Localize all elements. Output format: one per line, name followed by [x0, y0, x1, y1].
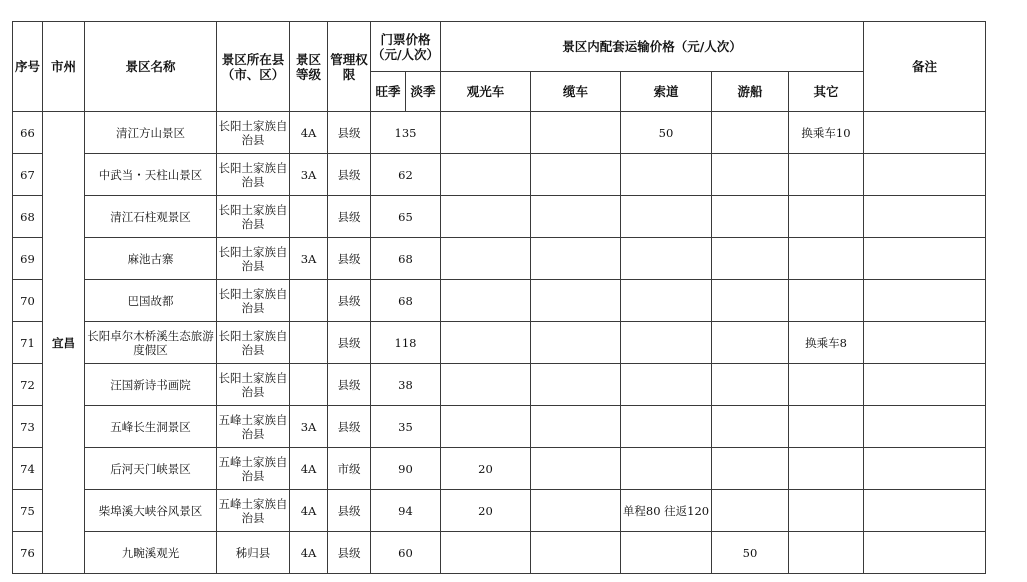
- header-cruise: 游船: [712, 72, 789, 112]
- cell-county: 五峰土家族自治县: [217, 448, 290, 490]
- table-row: [13, 238, 986, 280]
- table-row: [13, 448, 986, 490]
- cell-seq: 73: [13, 406, 43, 448]
- header-ropeway: 索道: [621, 72, 712, 112]
- cell-mgmt: 县级: [328, 280, 371, 322]
- cell-sightseeing: 20: [441, 448, 531, 490]
- cell-cruise: [712, 196, 789, 238]
- cell-county: 长阳土家族自治县: [217, 280, 290, 322]
- cell-seq: 72: [13, 364, 43, 406]
- cell-county: 长阳土家族自治县: [217, 364, 290, 406]
- cell-county: 五峰土家族自治县: [217, 490, 290, 532]
- cell-sightseeing: [441, 322, 531, 364]
- cell-ropeway: [621, 448, 712, 490]
- cell-cable-car: [531, 238, 621, 280]
- cell-sightseeing: [441, 280, 531, 322]
- cell-ticket: 38: [371, 364, 441, 406]
- cell-remark: [864, 238, 986, 280]
- cell-seq: 71: [13, 322, 43, 364]
- cell-remark: [864, 280, 986, 322]
- cell-ticket: 60: [371, 532, 441, 574]
- cell-mgmt: 县级: [328, 154, 371, 196]
- cell-name: 清江方山景区: [85, 112, 217, 154]
- cell-mgmt: 县级: [328, 406, 371, 448]
- cell-cable-car: [531, 406, 621, 448]
- cell-ticket: 135: [371, 112, 441, 154]
- cell-remark: [864, 406, 986, 448]
- table-row: [13, 322, 986, 364]
- cell-name: 麻池古寨: [85, 238, 217, 280]
- header-name: 景区名称: [85, 22, 217, 112]
- cell-ropeway: [621, 532, 712, 574]
- cell-remark: [864, 490, 986, 532]
- table-row: [13, 280, 986, 322]
- header-city: 市州: [43, 22, 85, 112]
- cell-name: 长阳卓尔木桥溪生态旅游度假区: [85, 322, 217, 364]
- table-row: [13, 406, 986, 448]
- cell-remark: [864, 196, 986, 238]
- cell-other: [789, 196, 864, 238]
- cell-ticket: 65: [371, 196, 441, 238]
- cell-level: [290, 322, 328, 364]
- cell-name: 后河天门峡景区: [85, 448, 217, 490]
- cell-other: [789, 490, 864, 532]
- cell-other: [789, 238, 864, 280]
- cell-cable-car: [531, 280, 621, 322]
- cell-other: [789, 154, 864, 196]
- table-row: [13, 196, 986, 238]
- cell-name: 柴埠溪大峡谷风景区: [85, 490, 217, 532]
- cell-ticket: 118: [371, 322, 441, 364]
- cell-level: 4A: [290, 448, 328, 490]
- cell-mgmt: 县级: [328, 196, 371, 238]
- cell-cruise: [712, 448, 789, 490]
- cell-ticket: 68: [371, 238, 441, 280]
- cell-seq: 68: [13, 196, 43, 238]
- cell-mgmt: 县级: [328, 322, 371, 364]
- cell-level: 3A: [290, 154, 328, 196]
- cell-cruise: [712, 322, 789, 364]
- cell-cruise: [712, 112, 789, 154]
- cell-name: 巴国故都: [85, 280, 217, 322]
- cell-county: 长阳土家族自治县: [217, 322, 290, 364]
- cell-cable-car: [531, 532, 621, 574]
- cell-level: [290, 280, 328, 322]
- cell-remark: [864, 532, 986, 574]
- cell-ropeway: [621, 238, 712, 280]
- cell-name: 清江石柱观景区: [85, 196, 217, 238]
- cell-level: 4A: [290, 532, 328, 574]
- cell-remark: [864, 112, 986, 154]
- cell-cable-car: [531, 154, 621, 196]
- cell-mgmt: 县级: [328, 364, 371, 406]
- table-row: [13, 364, 986, 406]
- cell-remark: [864, 448, 986, 490]
- cell-sightseeing: 20: [441, 490, 531, 532]
- cell-other: 换乘车10: [789, 112, 864, 154]
- cell-cable-car: [531, 448, 621, 490]
- cell-cable-car: [531, 364, 621, 406]
- cell-county: 五峰土家族自治县: [217, 406, 290, 448]
- cell-level: [290, 364, 328, 406]
- cell-cruise: [712, 280, 789, 322]
- cell-name: 九畹溪观光: [85, 532, 217, 574]
- header-sightseeing: 观光车: [441, 72, 531, 112]
- cell-cable-car: [531, 490, 621, 532]
- cell-cruise: [712, 238, 789, 280]
- header-county: 景区所在县（市、区）: [217, 22, 290, 112]
- cell-cable-car: [531, 322, 621, 364]
- table-row: [13, 490, 986, 532]
- cell-seq: 76: [13, 532, 43, 574]
- cell-cruise: [712, 490, 789, 532]
- cell-county: 长阳土家族自治县: [217, 112, 290, 154]
- cell-name: 中武当・天柱山景区: [85, 154, 217, 196]
- cell-cruise: [712, 364, 789, 406]
- cell-ropeway: [621, 364, 712, 406]
- cell-ropeway: 50: [621, 112, 712, 154]
- cell-ticket: 35: [371, 406, 441, 448]
- header-transport-group: 景区内配套运输价格（元/人次）: [441, 22, 864, 72]
- cell-remark: [864, 154, 986, 196]
- header-seq: 序号: [13, 22, 43, 112]
- cell-other: [789, 532, 864, 574]
- cell-name: 五峰长生洞景区: [85, 406, 217, 448]
- table-row: [13, 532, 986, 574]
- cell-cable-car: [531, 112, 621, 154]
- cell-ropeway: [621, 406, 712, 448]
- cell-ticket: 68: [371, 280, 441, 322]
- cell-other: [789, 280, 864, 322]
- cell-other: [789, 448, 864, 490]
- cell-mgmt: 县级: [328, 238, 371, 280]
- cell-mgmt: 县级: [328, 490, 371, 532]
- cell-city: 宜昌: [43, 112, 85, 574]
- cell-county: 长阳土家族自治县: [217, 238, 290, 280]
- cell-seq: 67: [13, 154, 43, 196]
- cell-seq: 70: [13, 280, 43, 322]
- price-table: [12, 21, 986, 574]
- cell-cruise: [712, 154, 789, 196]
- cell-sightseeing: [441, 196, 531, 238]
- cell-seq: 75: [13, 490, 43, 532]
- cell-level: 3A: [290, 406, 328, 448]
- cell-name: 汪国新诗书画院: [85, 364, 217, 406]
- header-remark: 备注: [864, 22, 986, 112]
- cell-sightseeing: [441, 112, 531, 154]
- cell-level: 3A: [290, 238, 328, 280]
- cell-ropeway: [621, 280, 712, 322]
- table-row: [13, 154, 986, 196]
- header-mgmt: 管理权限: [328, 22, 371, 112]
- cell-seq: 66: [13, 112, 43, 154]
- cell-level: 4A: [290, 490, 328, 532]
- header-peak: 旺季: [371, 72, 406, 112]
- table-row: [13, 112, 986, 154]
- cell-seq: 69: [13, 238, 43, 280]
- cell-cable-car: [531, 196, 621, 238]
- cell-ropeway: [621, 154, 712, 196]
- cell-cruise: 50: [712, 532, 789, 574]
- cell-cruise: [712, 406, 789, 448]
- cell-sightseeing: [441, 364, 531, 406]
- cell-mgmt: 市级: [328, 448, 371, 490]
- cell-sightseeing: [441, 154, 531, 196]
- cell-mgmt: 县级: [328, 112, 371, 154]
- cell-ropeway: [621, 196, 712, 238]
- cell-remark: [864, 364, 986, 406]
- cell-sightseeing: [441, 532, 531, 574]
- cell-county: 秭归县: [217, 532, 290, 574]
- cell-ropeway: 单程80 往返120: [621, 490, 712, 532]
- header-ticket-group: 门票价格（元/人次）: [371, 22, 441, 72]
- cell-mgmt: 县级: [328, 532, 371, 574]
- cell-ticket: 90: [371, 448, 441, 490]
- cell-county: 长阳土家族自治县: [217, 154, 290, 196]
- cell-level: 4A: [290, 112, 328, 154]
- cell-level: [290, 196, 328, 238]
- cell-sightseeing: [441, 238, 531, 280]
- header-off: 淡季: [406, 72, 441, 112]
- cell-ticket: 62: [371, 154, 441, 196]
- cell-other: [789, 406, 864, 448]
- cell-ticket: 94: [371, 490, 441, 532]
- header-other: 其它: [789, 72, 864, 112]
- cell-other: [789, 364, 864, 406]
- cell-other: 换乘车8: [789, 322, 864, 364]
- cell-county: 长阳土家族自治县: [217, 196, 290, 238]
- cell-remark: [864, 322, 986, 364]
- cell-seq: 74: [13, 448, 43, 490]
- cell-ropeway: [621, 322, 712, 364]
- header-level: 景区等级: [290, 22, 328, 112]
- header-cable-car: 缆车: [531, 72, 621, 112]
- cell-sightseeing: [441, 406, 531, 448]
